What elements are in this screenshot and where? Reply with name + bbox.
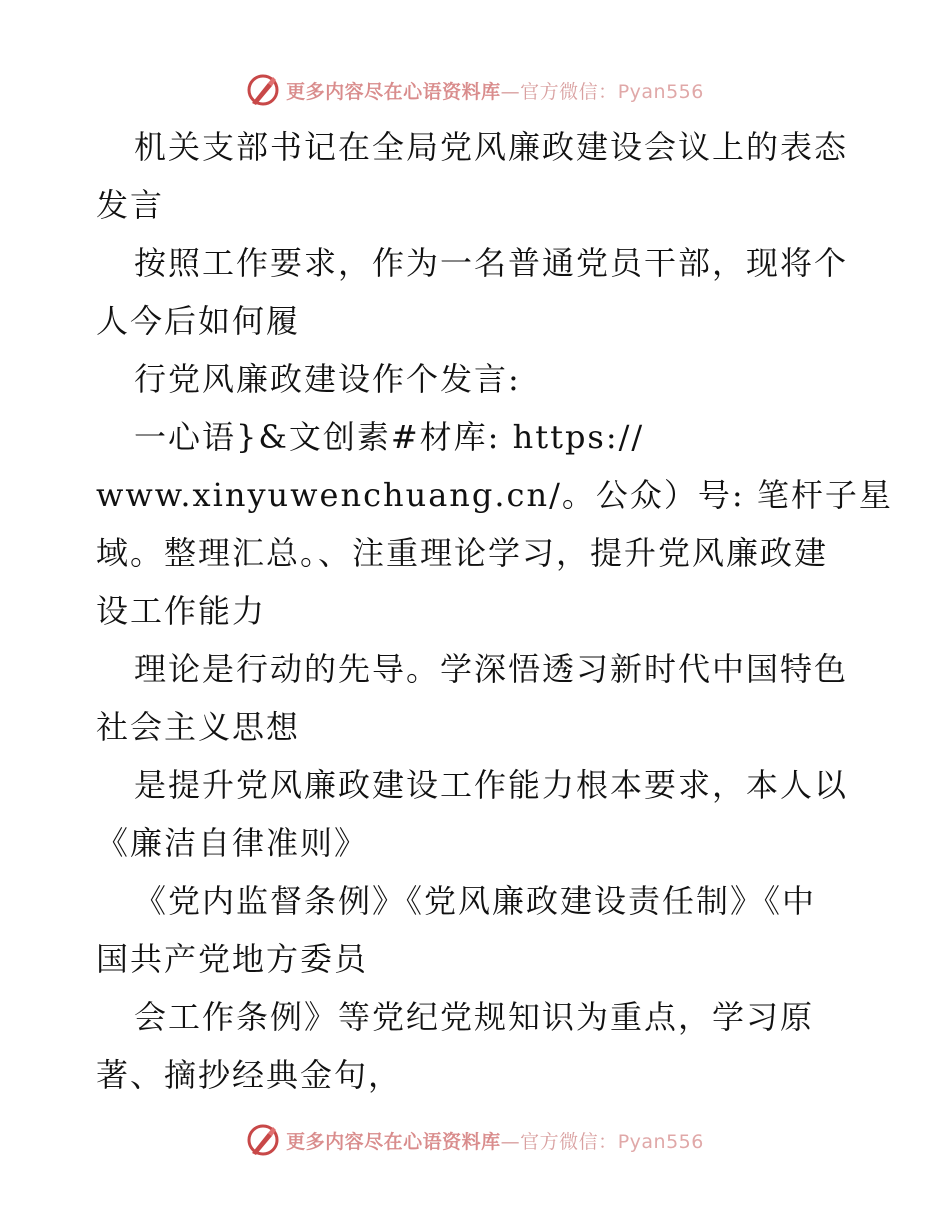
document-line: 社会主义思想 bbox=[96, 708, 301, 746]
document-line: 理论是行动的先导。学深悟透习新时代中国特色 bbox=[134, 650, 849, 688]
pen-logo-icon bbox=[246, 73, 280, 107]
footer-watermark bbox=[0, 1120, 950, 1160]
watermark-account: Pyan556 bbox=[617, 1130, 704, 1153]
document-line: 《党内监督条例》《党风廉政建设责任制》《中 bbox=[134, 882, 817, 920]
document-line: www.xinyuwenchuang.cn/。公众）号: 笔杆子星 bbox=[96, 476, 893, 514]
document-line: 设工作能力 bbox=[96, 592, 267, 630]
document-line: 发言 bbox=[96, 186, 165, 224]
document-line: 按照工作要求，作为一名普通党员干部，现将个 bbox=[134, 244, 849, 282]
document-line: 机关支部书记在全局党风廉政建设会议上的表态 bbox=[134, 128, 849, 166]
document-line: 一心语}&文创素#材库: https:// bbox=[134, 418, 645, 456]
watermark-official: 官方微信： bbox=[520, 1130, 618, 1153]
document-line: 国共产党地方委员 bbox=[96, 940, 369, 978]
watermark-brand: 更多内容尽在心语资料库 bbox=[286, 80, 501, 103]
watermark-brand: 更多内容尽在心语资料库 bbox=[286, 1130, 501, 1153]
header-watermark bbox=[0, 70, 950, 110]
document-line: 会工作条例》等党纪党规知识为重点，学习原 bbox=[134, 998, 815, 1036]
document-line: 著、摘抄经典金句， bbox=[96, 1056, 403, 1094]
document-line: 行党风廉政建设作个发言: bbox=[134, 360, 521, 398]
watermark-separator: — bbox=[500, 80, 521, 103]
document-line: 人今后如何履 bbox=[96, 302, 301, 340]
watermark-official: 官方微信： bbox=[520, 80, 618, 103]
document-line: 域。整理汇总。、注重理论学习，提升党风廉政建 bbox=[96, 534, 829, 572]
document-line: 是提升党风廉政建设工作能力根本要求，本人以 bbox=[134, 766, 849, 804]
pen-logo-icon bbox=[246, 1123, 280, 1157]
watermark-account: Pyan556 bbox=[617, 80, 704, 103]
document-body bbox=[96, 118, 893, 1104]
watermark-separator: — bbox=[500, 1130, 521, 1153]
watermark-text bbox=[286, 1127, 704, 1154]
watermark-text bbox=[286, 77, 704, 104]
document-line: 《廉洁自律准则》 bbox=[96, 824, 369, 862]
